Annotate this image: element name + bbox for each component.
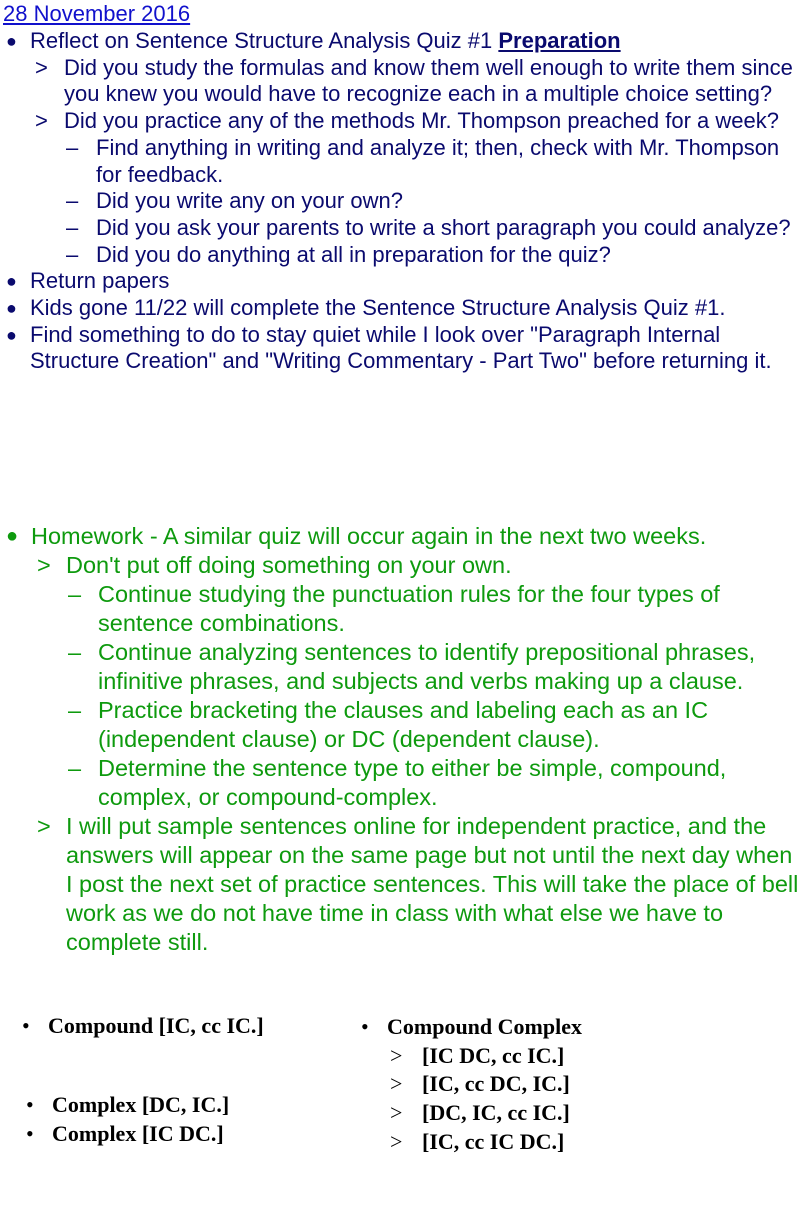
dash-marker-icon: – (66, 241, 79, 267)
formula-compound-complex-form: > [IC DC, cc IC.] (390, 1043, 565, 1068)
agenda-item-absent-quiz: ● Kids gone 11/22 will complete the Sentence Structure Analysis Quiz #1. (6, 295, 726, 321)
homework-point: > Don't put off doing something on your own. (37, 552, 512, 578)
practice-method-item: – Did you write any on your own? (66, 188, 403, 214)
dash-marker-icon: – (68, 581, 82, 607)
bullet-icon: ● (6, 525, 19, 547)
date-link[interactable]: 28 November 2016 (3, 1, 191, 26)
bullet-icon: • (22, 1013, 30, 1038)
homework-title: ● Homework - A similar quiz will occur again in the next two weeks. (6, 523, 707, 549)
bullet-icon: ● (6, 298, 17, 319)
bullet-icon: ● (6, 324, 17, 345)
reflect-text: Reflect on Sentence Structure Analysis Quiz #1 (30, 28, 499, 53)
reflect-question-2: > Did you practice any of the methods Mr. Thompson preached for a week? (35, 108, 779, 134)
agenda-list (0, 28, 800, 375)
dash-marker-icon: – (68, 697, 82, 723)
reflect-question-1: > Did you study the formulas and know them well enough to write them since you knew you would have to recognize each in a multiple choice setting? (35, 54, 793, 107)
reflect-item (0, 28, 800, 55)
formula-compound: • Compound [IC, cc IC.] (22, 1013, 264, 1038)
formula-compound-complex-title: • Compound Complex (361, 1014, 582, 1039)
dash-marker-icon: – (66, 214, 79, 240)
formula-complex-2: • Complex [IC DC.] (26, 1121, 224, 1146)
homework-subitem: – Determine the sentence type to either be simple, compound, complex, or compound-complex. (68, 755, 727, 810)
formula-compound-complex-form: > [DC, IC, cc IC.] (390, 1100, 570, 1125)
bullet-icon: ● (6, 31, 17, 51)
homework-subitem: – Continue studying the punctuation rules for the four types of sentence combinations. (68, 581, 720, 636)
homework-subitem: – Continue analyzing sentences to identify prepositional phrases, infinitive phrases, and subjects and verbs making up a clause. (68, 639, 756, 694)
practice-method-item: – Did you ask your parents to write a short paragraph you could analyze? (66, 214, 791, 240)
formula-complex-1: • Complex [DC, IC.] (26, 1092, 230, 1117)
arrow-marker-icon: > (37, 552, 51, 578)
dash-marker-icon: – (66, 188, 79, 214)
homework-point: > I will put sample sentences online for independent practice, and the answers will appear on the same page but not until the next day when I post the next set of practice sentences. This will take the place of bell work as we do not have time in class with what else we have to complete still. (37, 813, 799, 955)
arrow-marker-icon: > (37, 813, 51, 839)
arrow-marker-icon: > (390, 1043, 403, 1068)
agenda-item-return-papers: ● Return papers (6, 268, 170, 294)
bullet-icon: ● (6, 271, 17, 292)
formula-compound-complex-form: > [IC, cc DC, IC.] (390, 1071, 570, 1096)
arrow-marker-icon: > (390, 1129, 403, 1154)
dash-marker-icon: – (66, 134, 79, 160)
bullet-icon: • (26, 1121, 34, 1146)
arrow-marker-icon: > (35, 108, 48, 134)
practice-method-item: – Find anything in writing and analyze it; then, check with Mr. Thompson for feedback. (66, 134, 780, 187)
bullet-icon: • (26, 1092, 34, 1117)
formula-compound-complex-form: > [IC, cc IC DC.] (390, 1129, 565, 1154)
arrow-marker-icon: > (390, 1071, 403, 1096)
preparation-emphasis: Preparation (498, 28, 621, 53)
bullet-icon: • (361, 1014, 369, 1039)
practice-method-item: – Did you do anything at all in preparation for the quiz? (66, 241, 611, 267)
agenda-item-stay-quiet: ● Find something to do to stay quiet while I look over "Paragraph Internal Structure Creation" and "Writing Commentary - Part Two" before returning it. (6, 321, 772, 374)
dash-marker-icon: – (68, 639, 82, 665)
arrow-marker-icon: > (35, 54, 48, 80)
dash-marker-icon: – (68, 755, 82, 781)
homework-subitem: – Practice bracketing the clauses and labeling each as an IC (independent clause) or DC (dependent clause). (68, 697, 709, 752)
homework-list (0, 522, 800, 957)
arrow-marker-icon: > (390, 1100, 403, 1125)
